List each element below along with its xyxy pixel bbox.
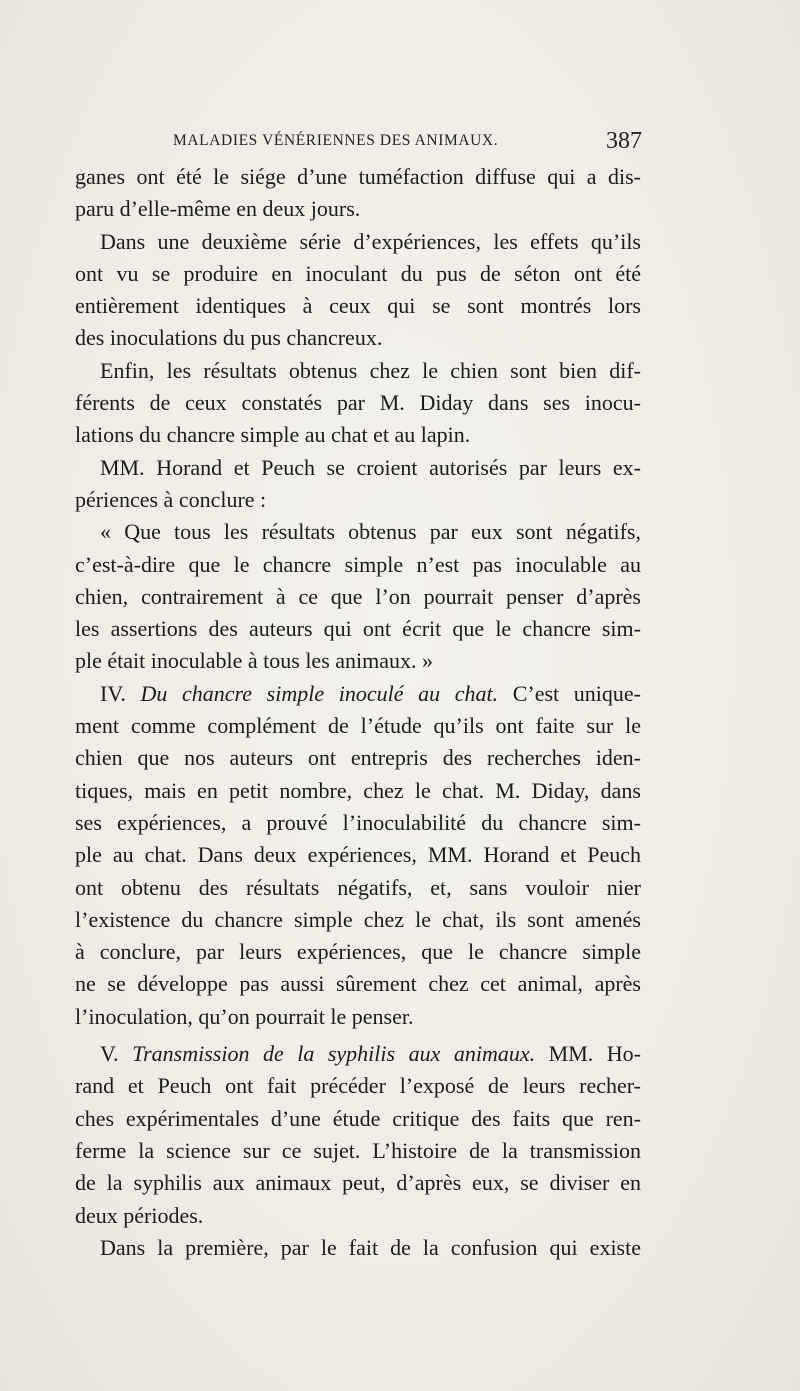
text-line: ont obtenu des résultats négatifs, et, sans vouloir nier [75, 874, 641, 900]
text-line: ple au chat. Dans deux expériences, MM. Horand et Peuch [75, 842, 641, 868]
body-text [75, 161, 641, 1264]
section-number: V. [100, 1041, 133, 1067]
text-line: ple était inoculable à tous les animaux. » [75, 648, 434, 674]
section-heading-v [75, 1038, 641, 1070]
text-line: tiques, mais en petit nombre, chez le chat. M. Diday, dans [75, 777, 641, 803]
text-line: entièrement identiques à ceux qui se sont montrés lors [75, 293, 641, 319]
text-line: des inoculations du pus chancreux. [75, 325, 383, 351]
text-line: ont vu se produire en inoculant du pus de séton ont été [75, 260, 641, 286]
section-title: Transmission de la syphilis aux animaux. [132, 1041, 536, 1067]
text-line: Enfin, les résultats obtenus chez le chien sont bien dif- [100, 357, 641, 383]
text-line: « Que tous les résultats obtenus par eux sont négatifs, [100, 519, 641, 545]
text-line: Dans une deuxième série d’expériences, les effets qu’ils [100, 228, 641, 254]
text-line: chien que nos auteurs ont entrepris des recherches iden- [75, 745, 641, 771]
section-heading-iv [75, 678, 641, 710]
section-text: C’est unique- [498, 680, 641, 706]
page-number: 387 [606, 128, 642, 154]
text-line: ment comme complément de l’étude qu’ils ont faite sur le [75, 713, 641, 739]
text-line: ne se développe pas aussi sûrement chez cet animal, après [75, 971, 641, 997]
text-line: de la syphilis aux animaux peut, d’après eux, se diviser en [75, 1170, 641, 1196]
text-line: l’existence du chancre simple chez le chat, ils sont amenés [75, 906, 641, 932]
section-text: MM. Ho- [535, 1041, 641, 1067]
text-line: l’inoculation, qu’on pourrait le penser. [75, 1003, 414, 1029]
text-line: rand et Peuch ont fait précéder l’exposé de leurs recher- [75, 1073, 641, 1099]
text-line: chien, contrairement à ce que l’on pourrait penser d’après [75, 583, 641, 609]
text-line: ganes ont été le siége d’une tuméfaction diffuse qui a dis- [75, 164, 641, 189]
text-line: MM. Horand et Peuch se croient autorisés par leurs ex- [100, 454, 641, 480]
text-line: à conclure, par leurs expériences, que le chancre simple [75, 939, 641, 965]
text-line: ches expérimentales d’une étude critique des faits que ren- [75, 1105, 641, 1131]
text-line: paru d’elle-même en deux jours. [75, 196, 361, 222]
text-line: ses expériences, a prouvé l’inoculabilité du chancre sim- [75, 809, 641, 835]
text-line: deux périodes. [75, 1202, 204, 1228]
section-number: IV. [100, 680, 141, 706]
text-line: lations du chancre simple au chat et au lapin. [75, 422, 471, 448]
text-line: férents de ceux constatés par M. Diday dans ses inocu- [75, 390, 641, 416]
text-line: c’est-à-dire que le chancre simple n’est pas inoculable au [75, 551, 641, 577]
text-line: les assertions des auteurs qui ont écrit que le chancre sim- [75, 616, 641, 642]
section-title: Du chancre simple inoculé au chat. [140, 680, 499, 706]
text-line: Dans la première, par le fait de la confusion qui existe [100, 1234, 641, 1260]
text-line: ferme la science sur ce sujet. L’histoire de la transmission [75, 1137, 641, 1163]
page-header [170, 128, 642, 158]
running-head: MALADIES VÉNÉRIENNES DES ANIMAUX. [173, 132, 499, 149]
text-line: périences à conclure : [75, 486, 267, 512]
